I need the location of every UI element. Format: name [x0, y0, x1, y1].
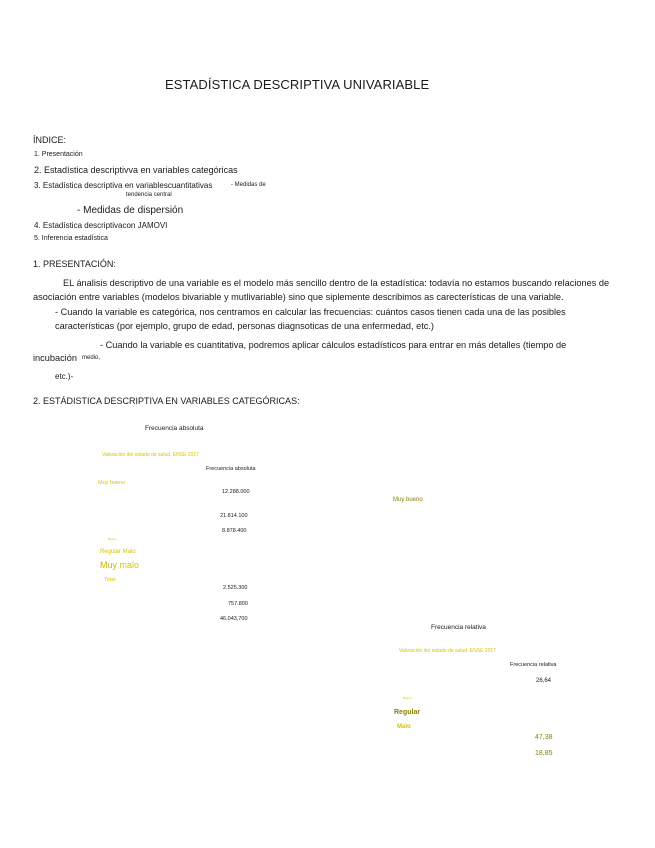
paragraph-cuantitativa: - Cuando la variable es cuantitativa, podremos aplicar cálculos estadísticos para entrar en más detalles (tiempo de — [100, 340, 567, 350]
abs-label-regular-malo: Regular Malo — [100, 549, 136, 555]
rel-value-2: 47,38 — [535, 734, 553, 741]
index-item-dispersion: - Medidas de dispersión — [77, 205, 184, 216]
abs-label-total: Total — [104, 577, 116, 583]
abs-label-muy: Muy — [100, 560, 118, 570]
rel-value-3: 18,85 — [535, 750, 553, 757]
rel-label-bueno: Bueno — [403, 696, 412, 700]
index-item-cuantitativas: 3. Estadística descriptiva en variablescuantitativas — [34, 181, 213, 190]
abs-table-col-header: Frecuencia absoluta — [206, 466, 256, 472]
abs-label-muy-malo — [100, 560, 139, 570]
index-item-presentacion: 1. Presentación — [34, 151, 83, 158]
index-item-medidas-de: - Medidas de — [231, 182, 266, 188]
rel-table-col-header: Frecuencia relativa — [510, 662, 557, 668]
abs-value-muy-bueno: 12.288.000 — [222, 489, 250, 495]
index-item-jamovi: 4. Estadística descriptivacon JAMOVI — [34, 221, 168, 230]
paragraph-categorica: - Cuando la variable es categórica, nos centramos en calcular las frecuencias: cuántos casos tienen cada una de las posibles características (por ejemplo, grupo de edad, personas diagnsoticas de una enfermedad, etc.) — [55, 307, 566, 331]
section-heading-presentacion: 1. PRESENTACIÓN: — [33, 259, 116, 269]
abs-table-source: Valoración del estado de salud. ENSE 2017 — [102, 452, 199, 458]
rel-value-1: 26,64 — [536, 678, 552, 684]
index-item-categoricas: 2. Estadística descriptivva en variables categóricas — [34, 165, 238, 175]
abs-value-muy-malo: 757.800 — [228, 601, 248, 607]
index-item-tendencia-central: tendencia central — [126, 192, 172, 198]
abs-value-total: 46.043,700 — [220, 616, 248, 622]
rel-table-source: Valoración del estado de salud. ENSE 2017 — [399, 648, 496, 654]
section-heading-categoricas: 2. ESTÁDISTICA DESCRIPTIVA EN VARIABLES CATEGÓRICAS: — [33, 396, 300, 406]
abs-label-muy-bueno-right: Muy bueno — [393, 497, 423, 503]
page-title: ESTADÍSTICA DESCRIPTIVA UNIVARIABLE — [165, 77, 430, 92]
index-item-inferencia: 5. Inferencia estadística — [34, 235, 108, 242]
abs-value-regular: 8.878.400 — [222, 528, 247, 534]
abs-label-muy-bueno: Muy bueno — [98, 480, 126, 486]
abs-label-malo: malo — [119, 560, 140, 570]
abs-value-bueno: 21.814.100 — [220, 513, 248, 519]
index-heading: ÍNDICE: — [33, 135, 67, 145]
text-medio: medio, — [82, 355, 101, 361]
text-incubacion: incubación — [33, 353, 77, 363]
rel-label-regular: Regular — [394, 709, 421, 716]
paragraph-intro: EL ánalisis descriptivo de una variable es el modelo más sencillo dentro de la estadística: todavía no estamos buscando relaciones de asociación entre variables (modelos bivariable y mutlivariable) sino que siplemente describimos as carecterísticas de una variable. — [33, 278, 610, 302]
abs-value-malo: 2.525.300 — [223, 585, 248, 591]
rel-label-malo: Malo — [397, 724, 411, 730]
abs-table-title: Frecuencia absoluta — [145, 425, 204, 432]
rel-table-title: Frecuencia relativa — [431, 624, 486, 631]
abs-label-bueno: Bueno — [108, 537, 117, 541]
text-etc: etc.)- — [55, 372, 74, 381]
